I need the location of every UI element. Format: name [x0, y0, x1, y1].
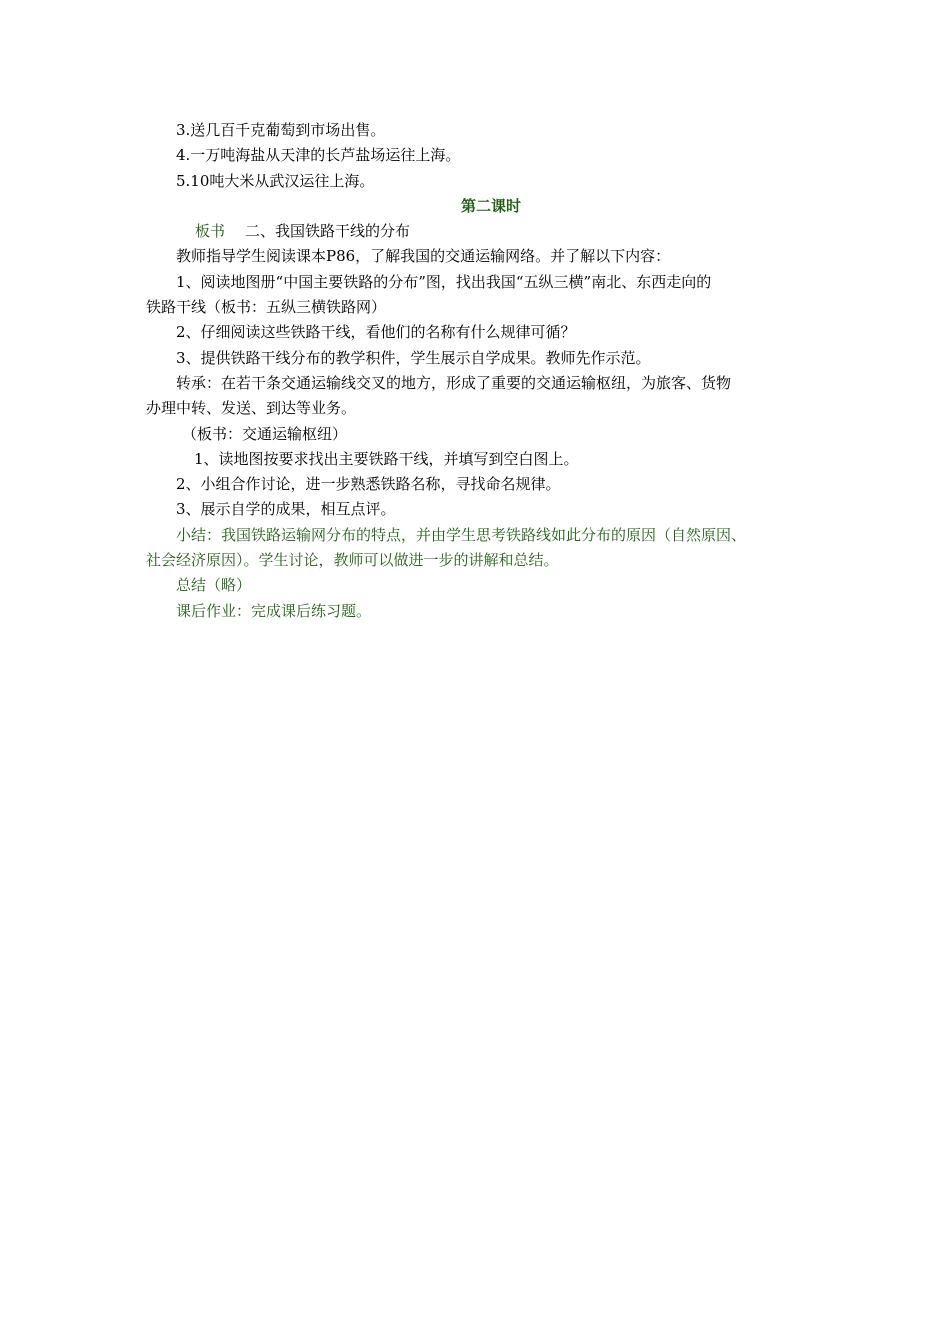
list-item: 3、提供铁路干线分布的教学积件，学生展示自学成果。教师先作示范。: [176, 348, 651, 367]
list-item: 3.送几百千克葡萄到市场出售。: [176, 121, 386, 139]
list-item: 5.10吨大米从武汉运往上海。: [176, 171, 375, 190]
list-item: 1、读地图按要求找出主要铁路干线，并填写到空白图上。: [194, 449, 579, 468]
summary-continuation: 社会经济原因）。学生讨论，教师可以做进一步的讲解和总结。: [146, 551, 559, 570]
list-item: 2、仔细阅读这些铁路干线，看他们的名称有什么规律可循？: [176, 323, 576, 342]
transition-continuation: 办理中转、发送、到达等业务。: [146, 399, 357, 418]
list-item: 1、阅读地图册“中国主要铁路的分布”图，找出我国“五纵三横”南北、东西走向的: [176, 272, 712, 291]
homework-line: 课后作业：完成课后练习题。: [176, 601, 372, 620]
board-heading-line: [146, 219, 826, 244]
intro-paragraph: 教师指导学生阅读课本P86，了解我国的交通运输网络。并了解以下内容：: [176, 247, 671, 266]
board-note: （板书：交通运输枢纽）: [182, 424, 348, 443]
transition-paragraph: 转承：在若干条交通运输线交叉的地方，形成了重要的交通运输枢纽，为旅客、货物: [176, 373, 732, 392]
board-label: 板书: [195, 222, 226, 241]
list-item: 2、小组合作讨论，进一步熟悉铁路名称，寻找命名规律。: [176, 475, 561, 494]
summary-paragraph: 小结：我国铁路运输网分布的特点，并由学生思考铁路线如此分布的原因（自然原因、: [176, 525, 747, 544]
document-body: [146, 118, 826, 624]
list-item-continuation: 铁路干线（板书：五纵三横铁路网）: [146, 298, 387, 317]
section-heading: 二、我国铁路干线的分布: [245, 222, 411, 241]
lesson-title: 第二课时: [460, 196, 521, 215]
conclusion-line: 总结（略）: [176, 576, 252, 595]
list-item: 3、展示自学的成果，相互点评。: [176, 500, 396, 519]
list-item: 4.一万吨海盐从天津的长芦盐场运往上海。: [176, 146, 461, 165]
